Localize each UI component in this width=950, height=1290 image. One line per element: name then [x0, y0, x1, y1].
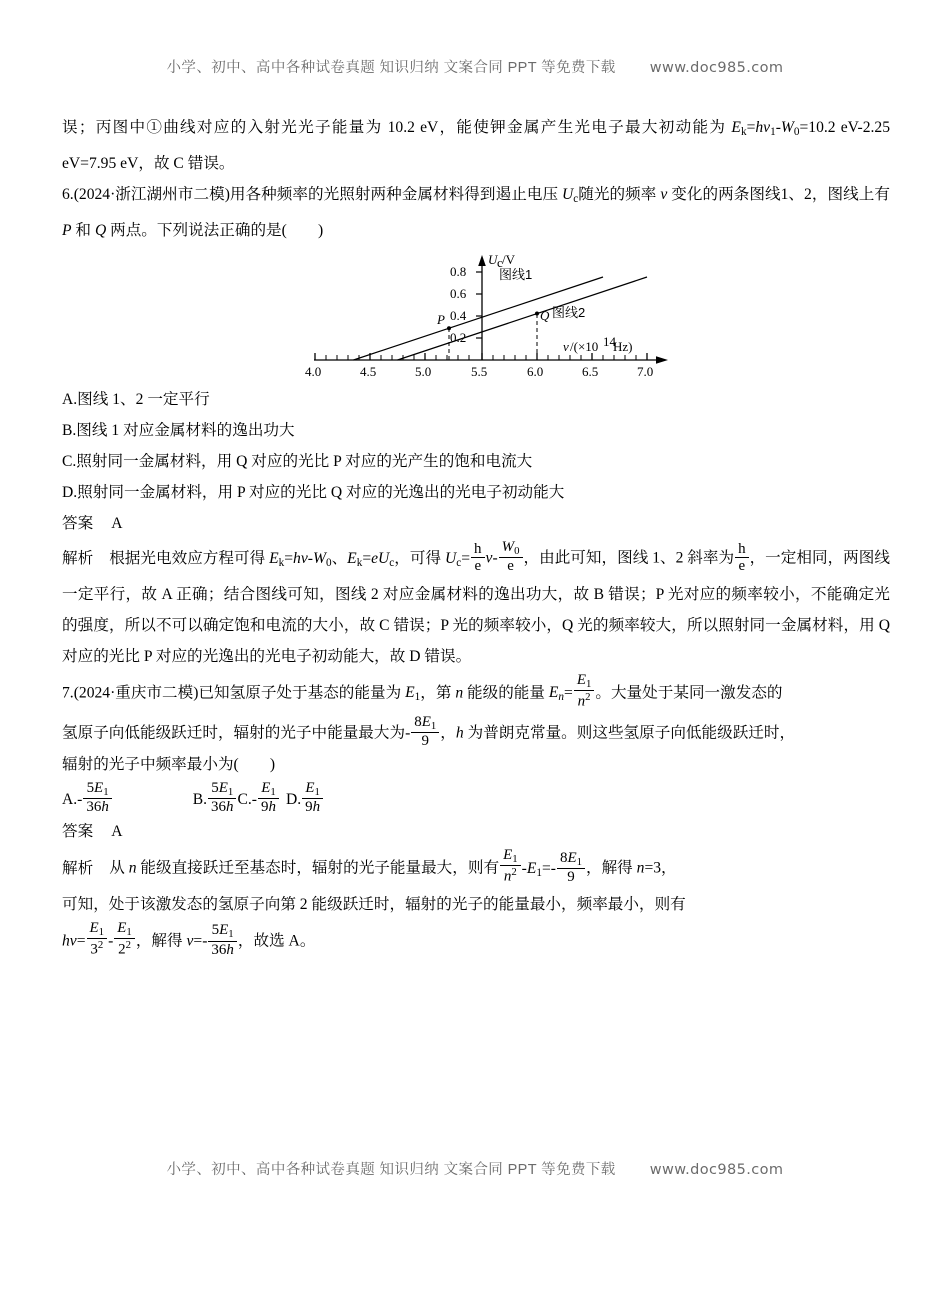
y-axis-label: U: [488, 252, 498, 268]
q7-f2-num: $8E_1$: [559, 849, 582, 868]
y-axis-label-sub: c: [497, 255, 503, 271]
y-tick-0-6: 0.6: [450, 286, 467, 302]
q7-symbol-e1: $E_1$: [405, 684, 421, 704]
q7-f2-den: 9: [557, 868, 585, 886]
x-tick-7-0: 7.0: [637, 364, 654, 380]
y-axis-arrow: [478, 255, 486, 266]
y-axis-label-unit: /V: [502, 252, 515, 268]
q7-fraction-5e1-over-36h: [208, 922, 236, 958]
q7-stem-h: 辐射的光子中频率最小为( ): [62, 756, 276, 774]
question-7-stem: [62, 672, 890, 714]
q7-frac-den: $n^2$: [574, 690, 595, 710]
x-tick-6-5: 6.5: [582, 364, 599, 380]
q7-fraction-8e1-over-9: [411, 714, 439, 750]
q7-answer: [62, 816, 890, 847]
q7-opt-a-num: $5E_1$: [86, 780, 109, 799]
q7-stem-g: 为普朗克常量。则这些氢原子向低能级跃迁时，: [463, 723, 796, 741]
q6-option-c: C.照射同一金属材料，用 Q 对应的光比 P 对应的光产生的饱和电流大: [62, 453, 533, 471]
q7-opt-d-fraction: [302, 780, 323, 816]
q7-analysis-label: 解析: [62, 859, 94, 877]
q6-analysis: 解析 根据光电效应方程可得 $E_k=h\nu-W_0$、$E_k=eU_c$，可得 $U_c=$ $\frac{h}{e}$ ν- $\frac{W_0}{e}$ ，由此可知，图线 1、2 斜率为 $\frac{h}{e}$ ，一定相同，两图线一定平行，故 A 正确；结合图线可知，图线 2 对应金属材料的逸出功大，故 B 错误；P 光对应的频率较小，不能确定光的强度，所以不可以确定饱和电流的大小，故 C 错误；P 光的频率较小，Q 光的频率较大，所以照射同一金属材料，用 Q 对应的光比 P 对应的光逸出的光电子初动能大，故 D 错误。: [62, 539, 890, 665]
q7-opt-b-den: 36h: [208, 798, 236, 816]
q7-f3-den: $3^2$: [87, 938, 108, 958]
q7-symbol-h: h: [455, 723, 464, 741]
q7-frac2-den: 9: [411, 732, 439, 750]
watermark-header: [0, 56, 950, 77]
q6-answer-label: 答案: [62, 515, 94, 533]
x-axis-arrow: [656, 356, 668, 364]
x-axis-label-nu: ν: [563, 339, 569, 355]
q7-opt-b-fraction: [208, 780, 236, 816]
point-q-marker: [535, 312, 539, 316]
q7-stem-c: 能级的能量: [463, 684, 549, 702]
q7-stem-f: ，: [440, 723, 456, 741]
q7-stem-e: 氢原子向低能级跃迁时，辐射的光子中能量最大为-: [62, 723, 411, 741]
chart-svg: [300, 252, 680, 384]
watermark-footer-text: 小学、初中、高中各种试卷真题 知识归纳 文案合同 PPT 等免费下载: [166, 1162, 616, 1178]
q6-analysis-p3: ，由此可知，图线 1、2 斜率为: [523, 549, 735, 567]
q7-stem-eq: =: [564, 684, 573, 702]
q7-f4-num: $E_1$: [117, 920, 132, 939]
q7-opt-d-num: $E_1$: [305, 780, 320, 799]
question-7-stem-cont: [62, 714, 890, 750]
q6-analysis-label: 解析: [62, 549, 94, 567]
series-2-label: 图线2: [552, 305, 586, 321]
point-q-label: Q: [540, 308, 550, 324]
q7-frac-num: $E_1$: [576, 671, 592, 690]
watermark-footer-url: www.doc985.com: [649, 1162, 784, 1178]
q7-fraction-e1-over-n2-b: [500, 847, 521, 885]
q7-symbol-n: n: [455, 684, 464, 702]
q7-analysis-p4: 可知，处于该激发态的氢原子向第 2 能级跃迁时，辐射的光子的能量最小，频率最小，则有: [62, 896, 686, 914]
q6-stem-a: 用各种频率的光照射两种金属材料得到遏止电压: [229, 186, 562, 204]
y-tick-0-2: 0.2: [450, 330, 467, 346]
x-axis-label-hz: Hz): [613, 339, 633, 355]
q6-fraction-h-over-e-1: [471, 541, 484, 576]
q7-analysis-p1: 从 n 能级直接跃迁至基态时，辐射的光子能量最大，则有: [109, 859, 500, 877]
x-axis-minor-ticks: [326, 355, 636, 360]
q6-analysis-p4: ，一定相同，两图线一定平行，故 A 正确；结合图线可知，图线 2 对应金属材料的逸出功大，故 B 错误；P 光对应的频率较小，不能确定光的强度，所以不可以确定饱和电流的大小，故 C 错误；P 光的频率较小，Q 光的频率较大，所以照射同一金属材料，用 Q 对应的光比 P 对应的光逸出的光电子初动能大，故 D 错误。: [62, 549, 890, 665]
uc-vs-frequency-chart: [300, 252, 680, 384]
q6-stem-d: 1、2，图线上有: [780, 186, 890, 204]
q7-opt-a-den: 36h: [83, 798, 111, 816]
y-tick-0-4: 0.4: [450, 308, 467, 324]
q7-f3-num: $E_1$: [89, 920, 105, 939]
q6-fraction-w0-over-e: [499, 539, 523, 575]
q7-opt-d-den: 9h: [302, 798, 323, 816]
q7-fraction-8e1-over-9-b: [557, 850, 585, 886]
q7-opt-c-den: 9h: [258, 798, 279, 816]
q7-analysis-line1: [62, 847, 890, 889]
q7-analysis-p5: hν=: [62, 932, 86, 950]
q7-analysis-p8: ，故选 A。: [237, 932, 316, 950]
q7-option-b: [192, 780, 238, 816]
q6-frac3-num: h: [738, 540, 746, 557]
q7-answer-label: 答案: [62, 823, 94, 841]
x-tick-6-0: 6.0: [527, 364, 544, 380]
q6-frac1-num: h: [474, 540, 482, 557]
question-6-figure: [62, 252, 890, 384]
q6-stem-e: 和: [71, 222, 95, 240]
carryover-paragraph: [62, 112, 890, 179]
q7-f5-den: 36h: [208, 941, 236, 959]
q6-option-a: A.图线 1、2 一定平行: [62, 391, 210, 409]
q7-option-d: [285, 780, 324, 816]
q7-fraction-e1-over-n2: [574, 672, 595, 710]
x-tick-4-5: 4.5: [360, 364, 377, 380]
q7-f5-num: $5E_1$: [211, 922, 234, 941]
document-content: [62, 112, 890, 958]
q7-analysis-p3: ，解得 n=3，: [585, 859, 677, 877]
x-tick-5-5: 5.5: [471, 364, 488, 380]
y-tick-0-8: 0.8: [450, 264, 467, 280]
q7-opt-a-tag: A.-: [62, 790, 83, 808]
q7-frac2-num: $8E_1$: [414, 713, 437, 732]
q6-answer-value: A: [111, 515, 123, 533]
carryover-line2: eV-2.25 eV=7.95 eV，故 C 错误。: [62, 119, 890, 173]
x-tick-4-0: 4.0: [305, 364, 322, 380]
q7-answer-value: A: [111, 823, 123, 841]
q7-analysis-p2: $-E_1=-$: [521, 859, 556, 880]
q7-option-a: [62, 780, 113, 816]
q6-answer: [62, 508, 890, 539]
q7-opt-d-tag: D.: [285, 790, 302, 808]
q7-opt-a-fraction: [83, 780, 111, 816]
q7-number: 7.: [62, 684, 74, 702]
q6-option-b: B.图线 1 对应金属材料的逸出功大: [62, 422, 295, 440]
q7-source: (2024·重庆市二模): [73, 684, 199, 702]
q7-analysis-line2: [62, 889, 890, 920]
series-1-label: 图线1: [499, 267, 533, 283]
q7-fraction-e1-over-2sq: [114, 920, 135, 958]
q6-option-d: D.照射同一金属材料，用 P 对应的光比 Q 对应的光逸出的光电子初动能大: [62, 484, 565, 502]
point-p-label: P: [437, 312, 445, 328]
q6-source: (2024·浙江湖州市二模): [73, 186, 230, 204]
q6-symbol-q: Q: [94, 222, 107, 240]
q6-stem-b: 随光的频率: [578, 186, 661, 204]
q6-symbol-p: P: [62, 222, 72, 240]
q7-analysis-p7: ，解得 ν=-: [135, 932, 208, 950]
q6-frac1-den: e: [471, 557, 484, 575]
q7-opt-c-num: $E_1$: [261, 780, 276, 799]
x-tick-5-0: 5.0: [415, 364, 432, 380]
q6-number: 6.: [62, 186, 74, 204]
q7-opt-b-tag: B.: [192, 790, 208, 808]
q6-frac2-den: e: [499, 557, 523, 575]
q6-fraction-h-over-e-2: [735, 541, 748, 576]
q7-analysis-line3: [62, 920, 890, 958]
q7-opt-b-num: $5E_1$: [211, 780, 234, 799]
watermark-header-text: 小学、初中、高中各种试卷真题 知识归纳 文案合同 PPT 等免费下载: [166, 60, 616, 76]
q6-stem-f: 两点。下列说法正确的是( ): [106, 222, 324, 240]
q6-frac3-den: e: [735, 557, 748, 575]
carryover-formula: $E_k=h\nu_1-W_0=10.2$: [731, 119, 836, 139]
y-axis-ticks: [476, 272, 482, 338]
q6-symbol-uc: $U_c$: [562, 186, 579, 206]
q7-f4-den: $2^2$: [114, 938, 135, 958]
watermark-header-url: www.doc985.com: [649, 60, 784, 76]
question-7-stem-cont2: [62, 749, 890, 780]
q7-stem-d: 。大量处于某同一激发态的: [595, 684, 783, 702]
watermark-footer: [0, 1158, 950, 1179]
q7-option-c: [237, 780, 279, 816]
carryover-line1: 误；丙图中①曲线对应的入射光光子能量为 10.2 eV，能使钾金属产生光电子最大初动能为: [62, 119, 732, 136]
question-6-stem: [62, 179, 890, 246]
q7-analysis-p6: -: [108, 932, 114, 950]
q7-stem-a: 已知氢原子处于基态的能量为: [198, 684, 406, 702]
q6-frac2-num: $W_0$: [501, 539, 520, 558]
q7-stem-b: ，第: [420, 684, 456, 702]
q7-opt-c-fraction: [258, 780, 279, 816]
q7-options: [62, 780, 890, 816]
q6-analysis-p1: 根据光电效应方程可得 $E_k=h\nu-W_0$、$E_k=eU_c$，可得 $U_c=$: [109, 549, 471, 569]
q7-f1-den: $n^2$: [500, 865, 521, 885]
q7-fraction-e1-over-3sq: [87, 920, 108, 958]
q6-stem-c: 变化的两条图线: [667, 186, 781, 204]
q6-symbol-nu: ν: [660, 186, 668, 204]
q7-f1-num: $E_1$: [503, 847, 518, 866]
x-axis-label-unit: /(×10: [570, 339, 599, 355]
q7-opt-c-tag: C.-: [237, 790, 257, 808]
x-axis-label-exp: 14: [603, 334, 616, 350]
q7-symbol-en: $E_n$: [548, 684, 565, 704]
